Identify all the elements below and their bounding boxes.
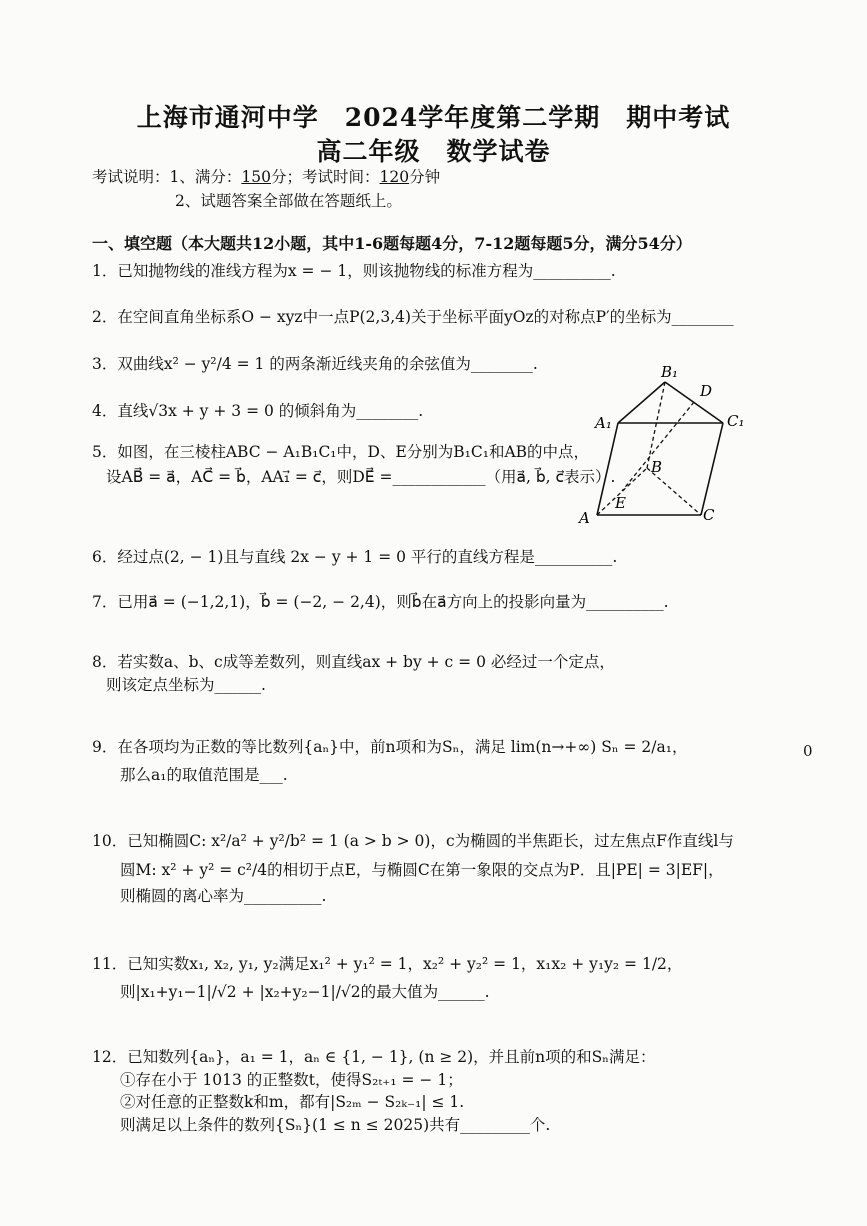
label-a1: A₁	[595, 414, 612, 432]
exam-subtitle: 高二年级 数学试卷	[316, 137, 551, 166]
margin-mark: 0	[803, 742, 813, 760]
question-12-line-2: ①存在小于 1013 的正整数t，使得S₂ₜ₊₁ = − 1；	[120, 1071, 463, 1089]
question-10-line-2: 圆M: x² + y² = c²/4的相切于点E，与椭圆C在第一象限的交点为P．且|PE| = 3|EF|，	[120, 861, 724, 879]
question-2: 2．在空间直角坐标系O − xyz中一点P(2,3,4)关于坐标平面yOz的对称点P′的坐标为________	[92, 308, 734, 326]
question-10-line-3: 则椭圆的离心率为__________.	[120, 887, 327, 905]
question-11-line-2: 则|x₁+y₁−1|/√2 + |x₂+y₂−1|/√2的最大值为______.	[120, 983, 490, 1001]
exam-title: 上海市通河中学 2024学年度第二学期 期中考试	[136, 103, 731, 132]
question-9-line-2: 那么a₁的取值范围是___.	[120, 766, 288, 784]
question-5-line-1: 5．如图，在三棱柱ABC − A₁B₁C₁中，D、E分别为B₁C₁和AB的中点，	[92, 443, 590, 461]
question-9-line-1: 9．在各项均为正数的等比数列{aₙ}中，前n项和为Sₙ，满足 lim(n→+∞) Sₙ = 2/a₁，	[92, 738, 688, 756]
instructions-line-2: 2、试题答案全部做在答题纸上。	[175, 192, 402, 210]
label-e: E	[615, 494, 626, 512]
question-4: 4．直线√3x + y + 3 = 0 的倾斜角为________.	[92, 402, 424, 420]
label-b: B	[651, 458, 663, 476]
question-5-line-2: 设AB⃗ = a⃗，AC⃗ = b⃗，AA₁⃗ = c⃗，则DE⃗ =____________（用a⃗, b⃗, c⃗表示）.	[106, 468, 616, 486]
instructions-mid: 分；考试时间：	[270, 168, 380, 186]
question-1: 1．已知抛物线的准线方程为x = − 1，则该抛物线的标准方程为__________.	[92, 262, 616, 280]
exam-time: 120	[379, 168, 410, 186]
instructions-line-1	[92, 165, 440, 187]
prism-figure	[575, 360, 760, 530]
question-8-line-2: 则该定点坐标为______.	[106, 676, 266, 694]
question-6: 6．经过点(2, − 1)且与直线 2x − y + 1 = 0 平行的直线方程是__________.	[92, 548, 618, 566]
label-c1: C₁	[727, 412, 745, 430]
label-d: D	[700, 382, 713, 400]
section-heading: 一、填空题（本大题共12小题，其中1-6题每题4分，7-12题每题5分，满分54分）	[92, 234, 692, 253]
instructions-prefix: 考试说明：1、满分：	[92, 168, 242, 186]
question-7: 7．已用a⃗ = (−1,2,1)，b⃗ = (−2, − 2,4)，则b⃗在a⃗方向上的投影向量为__________.	[92, 593, 669, 611]
question-11-line-1: 11．已知实数x₁, x₂, y₁, y₂满足x₁² + y₁² = 1，x₂² + y₂² = 1，x₁x₂ + y₁y₂ = 1/2，	[92, 955, 683, 973]
label-b1: B₁	[661, 363, 679, 381]
full-score: 150	[241, 168, 271, 186]
question-3: 3．双曲线x² − y²/4 = 1 的两条渐近线夹角的余弦值为________.	[92, 355, 538, 373]
label-a: A	[579, 509, 590, 527]
question-12-line-3: ②对任意的正整数k和m，都有|S₂ₘ − S₂ₖ₋₁| ≤ 1.	[120, 1093, 465, 1111]
question-10-line-1: 10．已知椭圆C: x²/a² + y²/b² = 1 (a > b > 0)，c为椭圆的半焦距长，过左焦点F作直线l与	[92, 832, 734, 850]
instructions-suffix: 分钟	[409, 168, 441, 186]
question-12-line-4: 则满足以上条件的数列{Sₙ}(1 ≤ n ≤ 2025)共有_________个.	[120, 1116, 551, 1134]
question-12-line-1: 12．已知数列{aₙ}，a₁ = 1，aₙ ∈ {1, − 1}, (n ≥ 2)，并且前n项的和Sₙ满足：	[92, 1048, 656, 1066]
question-8-line-1: 8．若实数a、b、c成等差数列，则直线ax + by + c = 0 必经过一个定点，	[92, 653, 615, 671]
edge-c1-c	[701, 423, 723, 515]
label-c: C	[703, 506, 715, 524]
